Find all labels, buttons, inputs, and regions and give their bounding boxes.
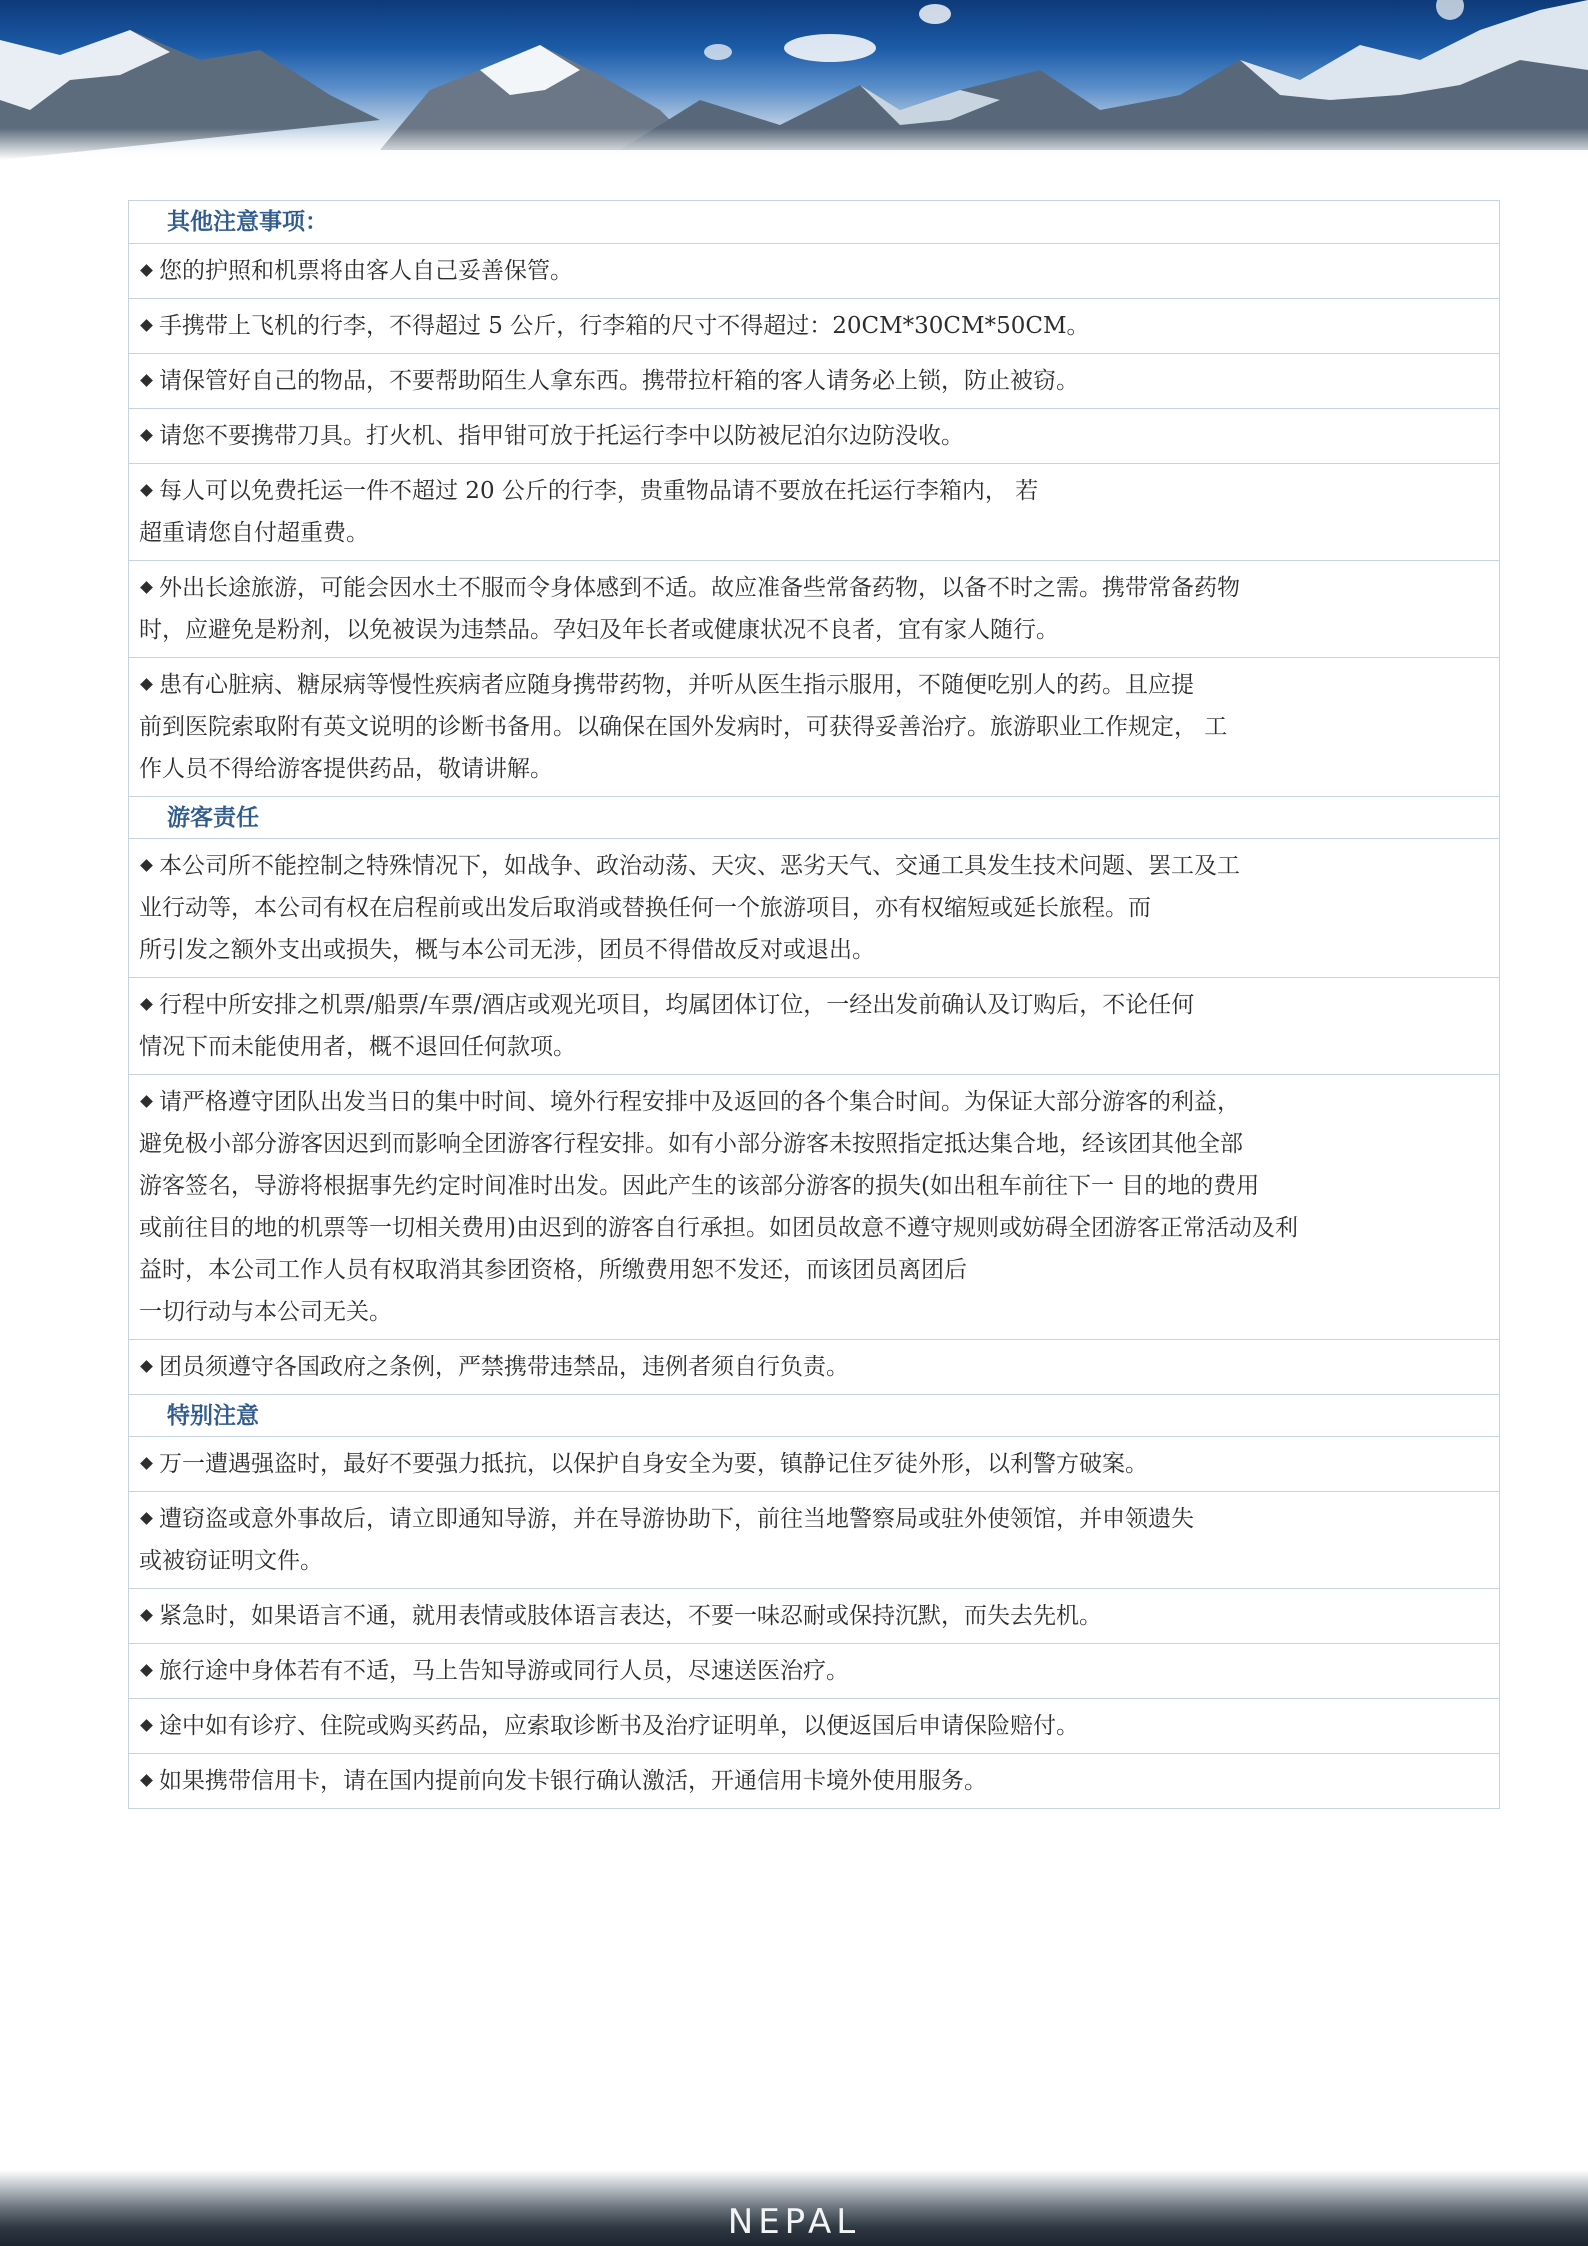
- notice-line: [139, 1123, 1489, 1165]
- notice-text: 游客签名，导游将根据事先约定时间准时出发。因此产生的该部分游客的损失(如出租车前往下一 目的地的费用: [139, 1173, 1260, 1199]
- notice-text: 超重请您自付超重费。: [139, 520, 369, 546]
- bullet-diamond-icon: [140, 319, 153, 332]
- bullet-diamond-icon: [140, 678, 153, 691]
- bullet-diamond-icon: [140, 998, 153, 1011]
- notice-line: [139, 1026, 1489, 1068]
- notice-table: [128, 200, 1500, 1809]
- bullet-diamond-icon: [140, 1774, 153, 1787]
- notice-text: 请严格遵守团队出发当日的集中时间、境外行程安排中及返回的各个集合时间。为保证大部分游客的利益，: [159, 1089, 1240, 1115]
- header-mountain-banner: [0, 0, 1588, 160]
- section-title: 游客责任: [129, 796, 1499, 838]
- bullet-diamond-icon: [140, 1719, 153, 1732]
- notice-text: 或前往目的地的机票等一切相关费用)由迟到的游客自行承担。如团员故意不遵守规则或妨碍全团游客正常活动及利: [139, 1215, 1298, 1241]
- notice-item: [129, 1339, 1499, 1394]
- notice-text: 益时，本公司工作人员有权取消其参团资格，所缴费用恕不发还，而该团员离团后: [139, 1257, 967, 1283]
- notice-text: 途中如有诊疗、住院或购买药品，应索取诊断书及治疗证明单，以便返国后申请保险赔付。: [159, 1713, 1079, 1739]
- notice-line: [139, 250, 1489, 292]
- notice-line: [139, 845, 1489, 887]
- notice-text: 患有心脏病、糖尿病等慢性疾病者应随身携带药物，并听从医生指示服用，不随便吃别人的药。且应提: [159, 672, 1194, 698]
- notice-text: 前到医院索取附有英文说明的诊断书备用。以确保在国外发病时，可获得妥善治疗。旅游职业工作规定， 工: [139, 714, 1228, 740]
- notice-line: [139, 609, 1489, 651]
- footer-bar: [0, 2170, 1588, 2246]
- bullet-diamond-icon: [140, 859, 153, 872]
- notice-line: [139, 1540, 1489, 1582]
- notice-line: [139, 1081, 1489, 1123]
- notice-line: [139, 1207, 1489, 1249]
- bullet-diamond-icon: [140, 1457, 153, 1470]
- notice-line: [139, 1595, 1489, 1637]
- notice-item: [129, 1698, 1499, 1753]
- notice-text: 如果携带信用卡，请在国内提前向发卡银行确认激活，开通信用卡境外使用服务。: [159, 1768, 987, 1794]
- footer-label: NEPAL: [727, 2202, 861, 2242]
- notice-text: 请您不要携带刀具。打火机、指甲钳可放于托运行李中以防被尼泊尔边防没收。: [159, 423, 964, 449]
- notice-item: [129, 353, 1499, 408]
- notice-item: [129, 977, 1499, 1074]
- notice-text: 紧急时，如果语言不通，就用表情或肢体语言表达，不要一味忍耐或保持沉默，而失去先机。: [159, 1603, 1102, 1629]
- notice-item: [129, 1588, 1499, 1643]
- section-title: 特别注意: [129, 1394, 1499, 1436]
- notice-text: 您的护照和机票将由客人自己妥善保管。: [159, 258, 573, 284]
- notice-line: [139, 1498, 1489, 1540]
- notice-text: 避免极小部分游客因迟到而影响全团游客行程安排。如有小部分游客未按照指定抵达集合地，经该团其他全部: [139, 1131, 1243, 1157]
- notice-line: [139, 305, 1489, 347]
- notice-line: [139, 748, 1489, 790]
- notice-text: 时，应避免是粉剂，以免被误为违禁品。孕妇及年长者或健康状况不良者，宜有家人随行。: [139, 617, 1059, 643]
- notice-text: 或被窃证明文件。: [139, 1548, 323, 1574]
- notice-text: 旅行途中身体若有不适，马上告知导游或同行人员，尽速送医治疗。: [159, 1658, 849, 1684]
- notice-item: [129, 1491, 1499, 1588]
- notice-line: [139, 1249, 1489, 1291]
- bullet-diamond-icon: [140, 429, 153, 442]
- notice-item: [129, 1643, 1499, 1698]
- bullet-diamond-icon: [140, 1512, 153, 1525]
- bullet-diamond-icon: [140, 374, 153, 387]
- notice-item: [129, 1074, 1499, 1339]
- notice-item: [129, 1753, 1499, 1808]
- notice-item: [129, 560, 1499, 657]
- notice-text: 本公司所不能控制之特殊情况下，如战争、政治动荡、天灾、恶劣天气、交通工具发生技术问题、罢工及工: [159, 853, 1240, 879]
- notice-item: [129, 408, 1499, 463]
- notice-line: [139, 1443, 1489, 1485]
- notice-text: 业行动等，本公司有权在启程前或出发后取消或替换任何一个旅游项目，亦有权缩短或延长旅程。而: [139, 895, 1151, 921]
- notice-text: 行程中所安排之机票/船票/车票/酒店或观光项目，均属团体订位，一经出发前确认及订购后，不论任何: [159, 992, 1195, 1018]
- notice-text: 万一遭遇强盗时，最好不要强力抵抗，以保护自身安全为要，镇静记住歹徒外形，以利警方破案。: [159, 1451, 1148, 1477]
- notice-line: [139, 1291, 1489, 1333]
- notice-text: 所引发之额外支出或损失，概与本公司无涉，团员不得借故反对或退出。: [139, 937, 875, 963]
- notice-text: 情况下而未能使用者，概不退回任何款项。: [139, 1034, 576, 1060]
- notice-item: [129, 463, 1499, 560]
- mountain-illustration: [0, 0, 1588, 160]
- notice-line: [139, 567, 1489, 609]
- notice-line: [139, 1650, 1489, 1692]
- notice-text: 一切行动与本公司无关。: [139, 1299, 392, 1325]
- notice-line: [139, 1705, 1489, 1747]
- notice-text: 手携带上飞机的行李，不得超过 5 公斤，行李箱的尺寸不得超过：20CM*30CM*50CM。: [159, 313, 1090, 339]
- bullet-diamond-icon: [140, 581, 153, 594]
- notice-line: [139, 415, 1489, 457]
- notice-line: [139, 929, 1489, 971]
- notice-item: [129, 657, 1499, 796]
- bullet-diamond-icon: [140, 1664, 153, 1677]
- notice-line: [139, 887, 1489, 929]
- notice-line: [139, 1760, 1489, 1802]
- notice-text: 遭窃盗或意外事故后，请立即通知导游，并在导游协助下，前往当地警察局或驻外使领馆，并申领遗失: [159, 1506, 1194, 1532]
- bullet-diamond-icon: [140, 1095, 153, 1108]
- notice-text: 请保管好自己的物品，不要帮助陌生人拿东西。携带拉杆箱的客人请务必上锁，防止被窃。: [159, 368, 1079, 394]
- notice-text: 每人可以免费托运一件不超过 20 公斤的行李，贵重物品请不要放在托运行李箱内， 若: [159, 478, 1039, 504]
- notice-line: [139, 360, 1489, 402]
- notice-line: [139, 706, 1489, 748]
- notice-text: 团员须遵守各国政府之条例，严禁携带违禁品，违例者须自行负责。: [159, 1354, 849, 1380]
- notice-text: 作人员不得给游客提供药品，敬请讲解。: [139, 756, 553, 782]
- notice-line: [139, 470, 1489, 512]
- notice-line: [139, 664, 1489, 706]
- notice-line: [139, 1165, 1489, 1207]
- bullet-diamond-icon: [140, 1609, 153, 1622]
- notice-item: [129, 298, 1499, 353]
- notice-line: [139, 984, 1489, 1026]
- notice-line: [139, 512, 1489, 554]
- notice-line: [139, 1346, 1489, 1388]
- notice-item: [129, 838, 1499, 977]
- bullet-diamond-icon: [140, 1360, 153, 1373]
- section-title: 其他注意事项：: [167, 208, 328, 235]
- notice-item: [129, 243, 1499, 298]
- bullet-diamond-icon: [140, 484, 153, 497]
- bullet-diamond-icon: [140, 264, 153, 277]
- notice-text: 外出长途旅游，可能会因水土不服而令身体感到不适。故应准备些常备药物，以备不时之需。携带常备药物: [159, 575, 1240, 601]
- notice-item: [129, 1436, 1499, 1491]
